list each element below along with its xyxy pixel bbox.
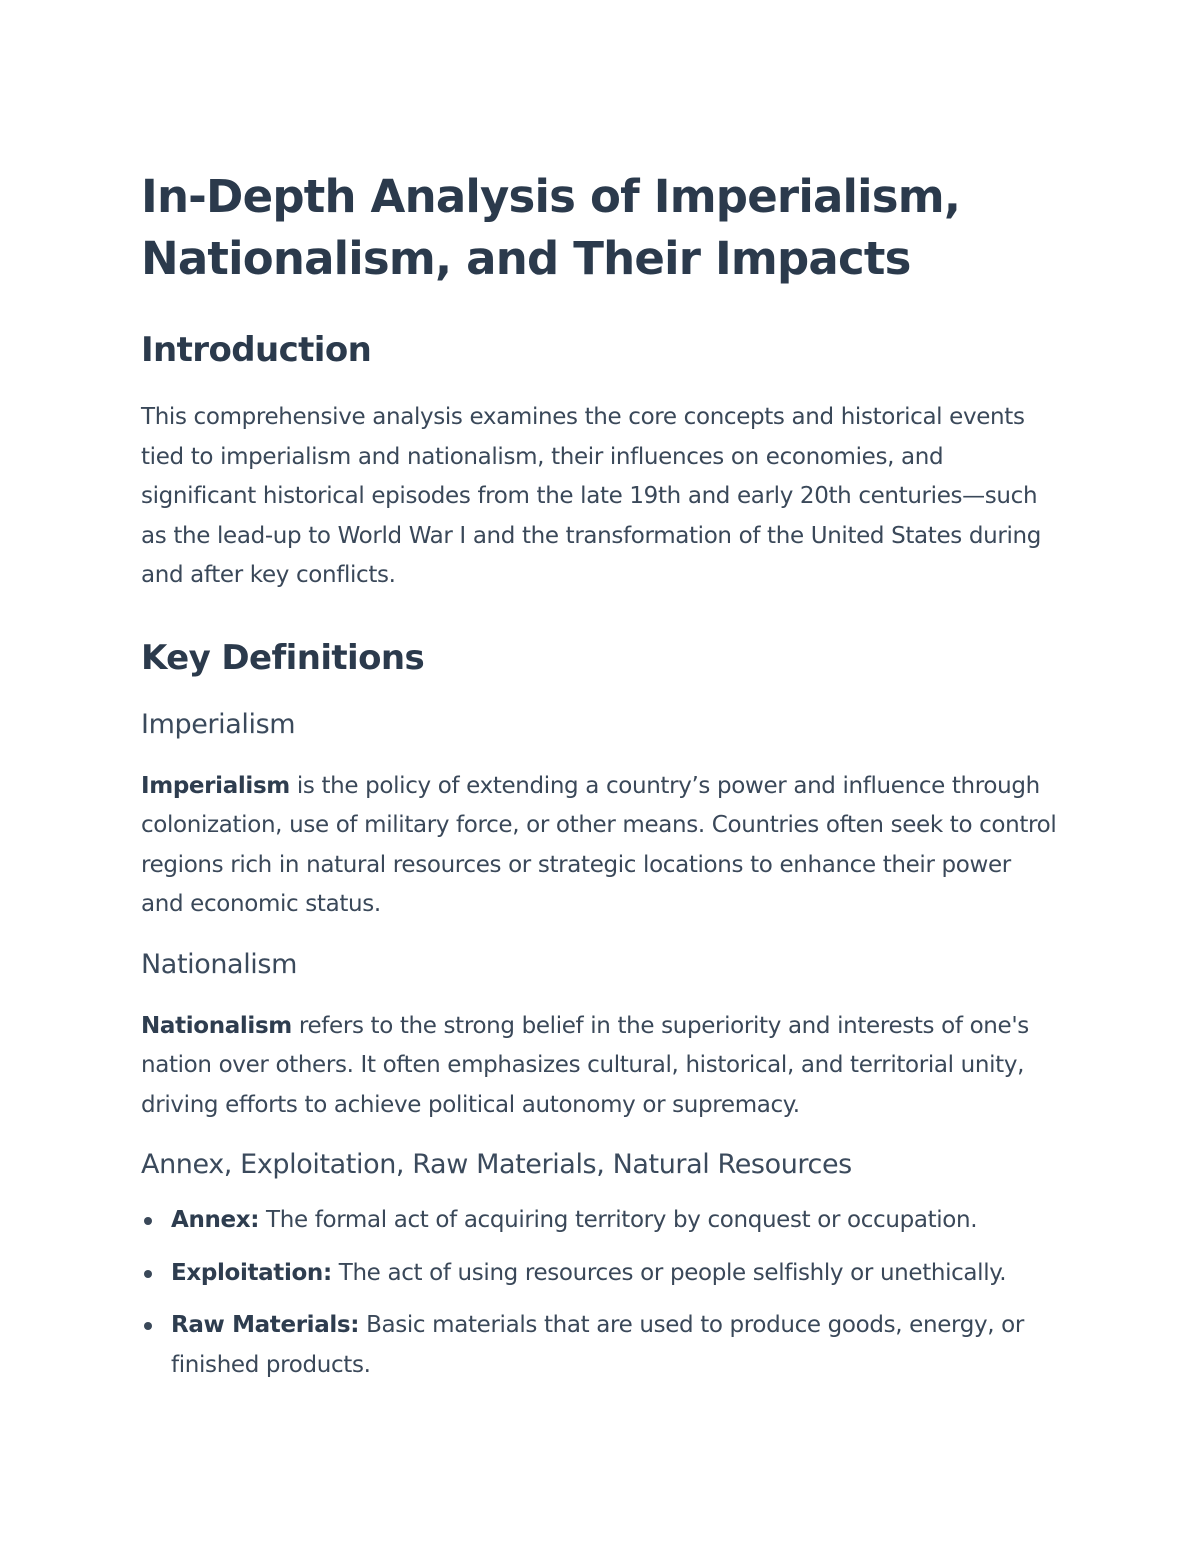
term-label: Annex: bbox=[171, 1207, 260, 1233]
term-definition: The act of using resources or people selfishly or unethically. bbox=[331, 1259, 1007, 1286]
list-item-annex bbox=[141, 1201, 1060, 1241]
bullet-icon bbox=[144, 1322, 152, 1330]
document-title: In-Depth Analysis of Imperialism, Nationalism, and Their Impacts bbox=[141, 170, 961, 285]
introduction-heading: Introduction bbox=[141, 330, 372, 370]
term-definition: Basic materials that are used to produce goods, energy, or finished products. bbox=[171, 1312, 1024, 1378]
nationalism-term: Nationalism bbox=[141, 1012, 292, 1039]
nationalism-definition: refers to the strong belief in the superiority and interests of one's nation over others. It often emphasizes cultural, historical, and territorial unity, driving efforts to achieve political autonomy or supremacy. bbox=[141, 1012, 1029, 1118]
list-item-raw-materials bbox=[141, 1306, 1060, 1385]
terms-heading: Annex, Exploitation, Raw Materials, Natural Resources bbox=[141, 1149, 852, 1180]
term-definition: The formal act of acquiring territory by conquest or occupation. bbox=[259, 1207, 978, 1233]
imperialism-paragraph bbox=[141, 767, 1060, 925]
imperialism-heading: Imperialism bbox=[141, 708, 296, 740]
list-item-exploitation bbox=[141, 1254, 1060, 1294]
key-definitions-heading: Key Definitions bbox=[141, 637, 425, 678]
introduction-paragraph: This comprehensive analysis examines the core concepts and historical events tied to imperialism and nationalism, their influences on economies, and significant historical episodes from the late 19th and early 20th centuries—such as the lead-up to World War I and the transformation of the United States during and after key conflicts. bbox=[141, 404, 1041, 588]
bullet-icon bbox=[144, 1270, 152, 1278]
term-label: Exploitation: bbox=[171, 1259, 332, 1286]
imperialism-definition: is the policy of extending a country’s power and influence through colonization, use of military force, or other means. Countries often seek to control regions rich in natural resources or strategic locations to enhance their power and economic status. bbox=[141, 772, 1057, 917]
nationalism-paragraph bbox=[141, 1007, 1060, 1126]
bullet-icon bbox=[144, 1217, 152, 1225]
terms-list bbox=[141, 1201, 1060, 1385]
term-label: Raw Materials: bbox=[171, 1312, 360, 1338]
nationalism-heading: Nationalism bbox=[141, 948, 297, 980]
imperialism-term: Imperialism bbox=[141, 772, 290, 799]
